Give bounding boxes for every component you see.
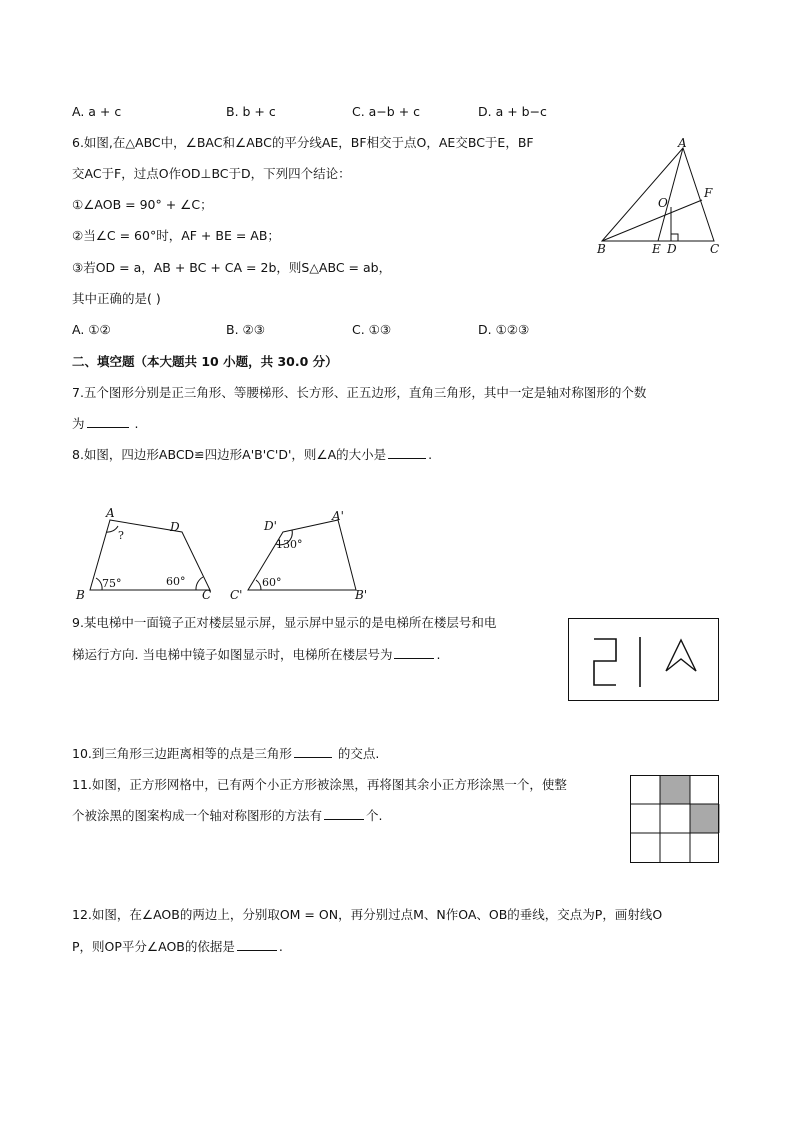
q6-line-1: 6.如图,在△ABC中，∠BAC和∠ABC的平分线AE，BF相交于点O，AE交BC于E，BF xyxy=(72,135,534,150)
label-c: C xyxy=(710,242,720,256)
section-title-fill-in: 二、填空题（本大题共 10 小题，共 30.0 分） xyxy=(72,354,338,369)
q6-option-d: D. ①②③ xyxy=(478,322,530,337)
up-arrow-icon xyxy=(666,640,696,671)
q11-suffix: 个. xyxy=(366,808,383,823)
q5-option-a: A. a + c xyxy=(72,104,122,119)
label-f: F xyxy=(704,186,713,200)
q9-line-2 xyxy=(72,646,440,664)
q11-square-grid xyxy=(630,775,720,865)
q12-line-2 xyxy=(72,938,283,956)
q6-option-a: A. ①② xyxy=(72,322,111,337)
q11-prefix: 个被涂黑的图案构成一个轴对称图形的方法有 xyxy=(72,808,323,823)
q8-quadrilateral-abcd xyxy=(70,502,220,602)
q11-line-2 xyxy=(72,807,383,825)
q7-line-1: 7.五个图形分别是正三角形、等腰梯形、长方形、正五边形，直角三角形，其中一定是轴对称图形的个数 xyxy=(72,385,647,400)
angle-a-unknown: ? xyxy=(118,529,124,542)
q9-suffix: . xyxy=(436,647,441,662)
q7-suffix: . xyxy=(134,416,139,431)
q12-suffix: . xyxy=(278,939,283,954)
q10-answer-blank[interactable] xyxy=(294,745,332,758)
q6-option-b: B. ②③ xyxy=(226,322,265,337)
q6-conclusion-1: ①∠AOB = 90° + ∠C； xyxy=(72,197,213,212)
q5-option-c: C. a−b + c xyxy=(352,104,421,119)
q8-line xyxy=(72,446,432,464)
q8-quadrilateral-a1b1c1d1 xyxy=(228,502,378,602)
q6-line-2: 交AC于F，过点O作OD⊥BC于D，下列四个结论： xyxy=(72,166,351,181)
q8-answer-blank[interactable] xyxy=(388,446,426,459)
q8-suffix: . xyxy=(428,447,433,462)
label-d-prime: D' xyxy=(264,519,277,533)
q9-prefix: 梯运行方向. 当电梯中镜子如图显示时，电梯所在楼层号为 xyxy=(72,647,393,662)
q6-question: 其中正确的是( ) xyxy=(72,291,161,306)
q9-elevator-display xyxy=(568,618,720,702)
angle-c-60: 60° xyxy=(262,576,282,589)
q5-option-d: D. a + b−c xyxy=(478,104,547,119)
q7-answer-blank[interactable] xyxy=(87,415,129,428)
right-angle-mark xyxy=(671,234,678,241)
q10-line xyxy=(72,745,379,763)
label-b: B xyxy=(76,588,85,602)
label-a: A xyxy=(678,136,687,150)
q6-conclusion-2: ②当∠C = 60°时，AF + BE = AB； xyxy=(72,228,280,243)
q7-line-2 xyxy=(72,415,139,433)
label-e: E xyxy=(652,242,661,256)
shaded-cell xyxy=(660,775,690,804)
angle-c-60: 60° xyxy=(166,575,186,588)
label-c: C xyxy=(202,588,212,602)
q12-prefix: P，则OP平分∠AOB的依据是 xyxy=(72,939,235,954)
angle-b-75: 75° xyxy=(102,577,122,590)
q7-prefix: 为 xyxy=(72,416,85,431)
q9-line-1: 9.某电梯中一面镜子正对楼层显示屏，显示屏中显示的是电梯所在楼层号和电 xyxy=(72,615,497,630)
q12-answer-blank[interactable] xyxy=(237,938,277,951)
shaded-cell xyxy=(690,804,720,833)
q12-line-1: 12.如图，在∠AOB的两边上，分别取OM = ON，再分别过点M、N作OA、OB的垂线，交点为P，画射线O xyxy=(72,907,663,922)
label-b: B xyxy=(597,242,606,256)
q6-conclusion-3: ③若OD = a，AB + BC + CA = 2b，则S△ABC = ab， xyxy=(72,260,392,275)
q10-prefix: 10.到三角形三边距离相等的点是三角形 xyxy=(72,746,292,761)
q5-option-b: B. b + c xyxy=(226,104,276,119)
angle-d-130: 130° xyxy=(276,538,303,551)
label-o: O xyxy=(658,196,668,210)
q8-prefix: 8.如图，四边形ABCD≌四边形A'B'C'D'，则∠A的大小是 xyxy=(72,447,387,462)
triangle-abc xyxy=(602,148,714,241)
label-d: D xyxy=(667,242,677,256)
label-a: A xyxy=(106,506,115,520)
q11-line-1: 11.如图，正方形网格中，已有两个小正方形被涂黑，再将图其余小正方形涂黑一个，使整 xyxy=(72,777,567,792)
q11-answer-blank[interactable] xyxy=(324,807,364,820)
q9-answer-blank[interactable] xyxy=(394,646,434,659)
mirrored-digit-2 xyxy=(594,639,616,685)
q6-option-c: C. ①③ xyxy=(352,322,392,337)
label-b-prime: B' xyxy=(355,588,368,602)
q6-triangle-figure xyxy=(590,135,730,260)
bisector-bf xyxy=(602,200,702,241)
label-a-prime: A' xyxy=(332,509,344,523)
q10-suffix: 的交点. xyxy=(333,746,380,761)
label-d: D xyxy=(170,520,180,534)
label-c-prime: C' xyxy=(230,588,243,602)
